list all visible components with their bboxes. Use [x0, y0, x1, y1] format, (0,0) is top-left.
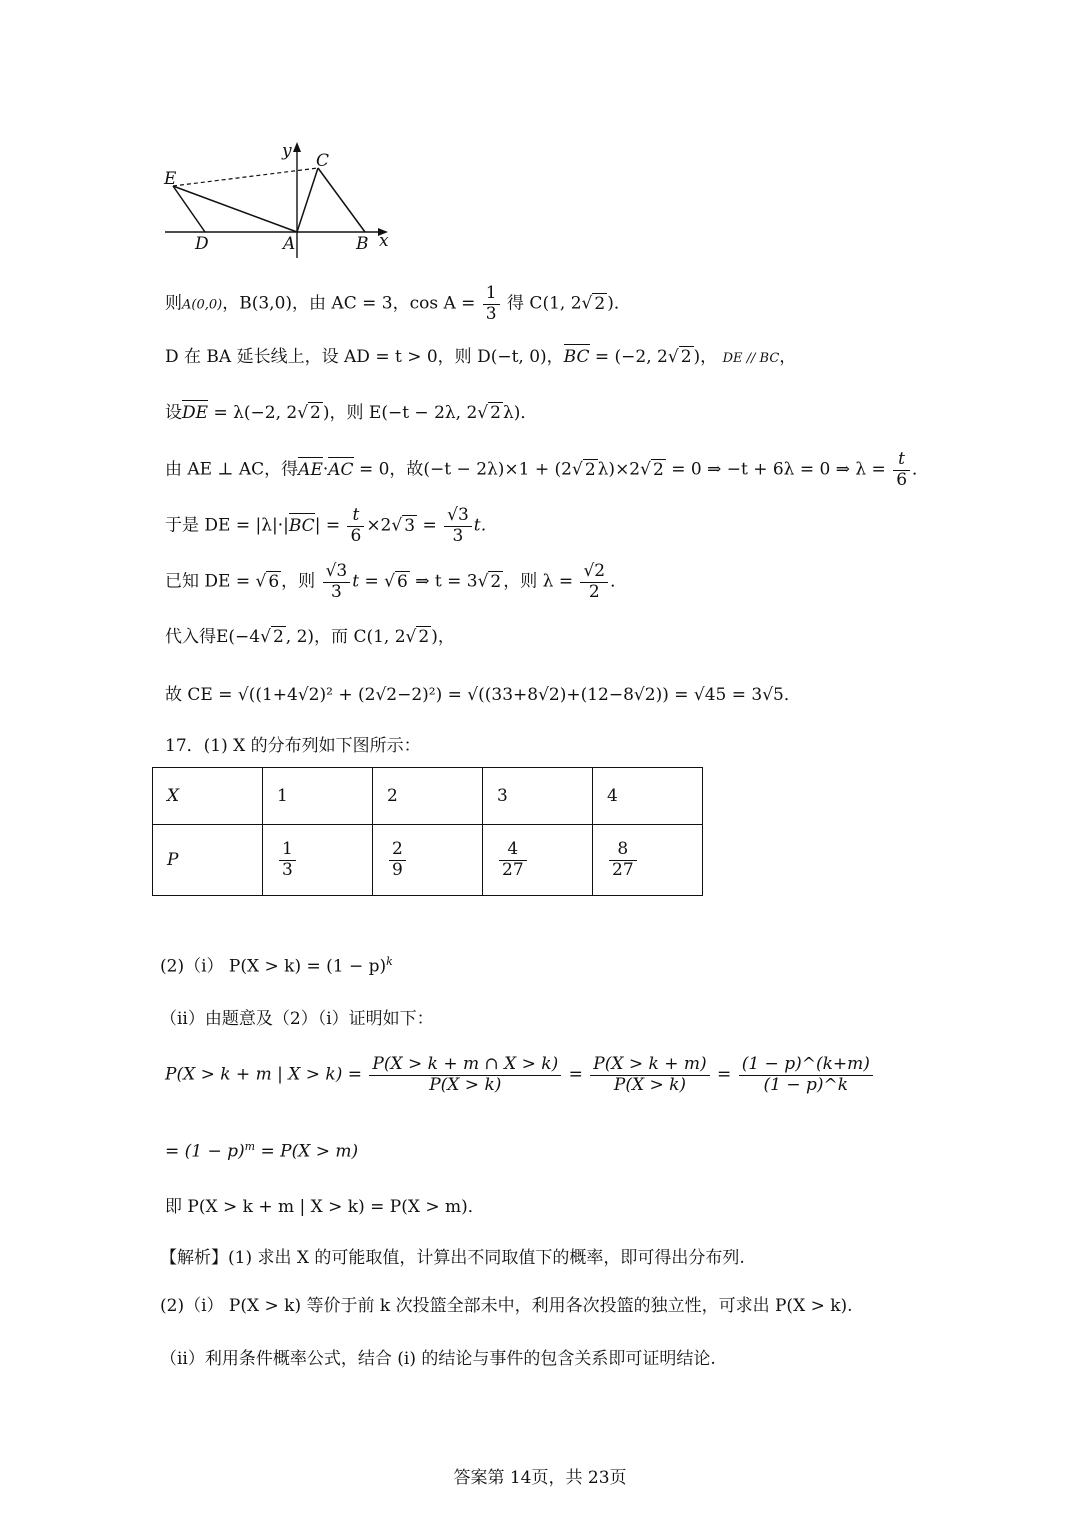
- label-x: x: [379, 231, 389, 251]
- table-cell: 3: [483, 768, 593, 825]
- label-a: A: [283, 234, 296, 254]
- table-cell: $\frac{8}{27}$: [593, 825, 703, 896]
- label-b: B: [356, 234, 369, 254]
- label-e: E: [164, 169, 177, 189]
- y-axis-arrow: [293, 142, 301, 152]
- line-2: D 在 BA 延长线上，设 AD = t > 0，则 D(−t, 0)，BC = (−2, 2√ 2 )， DE // BC，: [165, 347, 797, 367]
- segment-cb: [318, 168, 365, 232]
- line-11: （ii）由题意及（2）（i）证明如下：: [160, 1009, 434, 1029]
- table-row-x: [153, 768, 703, 825]
- geometry-diagram: [160, 140, 400, 260]
- table-header-p: P: [153, 825, 263, 896]
- table-cell: 4: [593, 768, 703, 825]
- segment-ea: [173, 186, 297, 232]
- line-12: P(X > k + m | X > k) = $\frac{P(X > k + m \cap X > k)}{P(X > k)}$ = $\frac{P(X > k + m)}{P(X > k)}$ = $\frac{(1 - p)\^{}(k+m)}{(1 - p)\^{}k}$: [165, 1055, 875, 1095]
- line-5: 于是 DE = |λ|·|BC| = $\frac{t}{6}$ ×2√ 3 = $\frac{√3}{3}$ t．: [165, 505, 498, 546]
- line-14: 即 P(X > k + m | X > k) = P(X > m)．: [165, 1197, 485, 1217]
- line-17: （ii）利用条件概率公式，结合 (i) 的结论与事件的包含关系即可证明结论.: [160, 1349, 716, 1369]
- line-9: 17．(1) X 的分布列如下图所示：: [165, 736, 421, 756]
- table-row-p: [153, 825, 703, 896]
- line-10: (2)（i） $P(X > k) = (1 - p)^k$: [160, 955, 393, 977]
- table-cell: 2: [373, 768, 483, 825]
- table-cell: $\frac{1}{3}$: [263, 825, 373, 896]
- segment-ed: [173, 186, 205, 232]
- label-d: D: [195, 234, 209, 254]
- line-6: 已知 DE = √ 6 ，则 $\frac{√3}{3}$ t = √ 6 ⇒ t = 3√ 2 ，则 λ = $\frac{√2}{2}$ ．: [165, 561, 628, 602]
- table-header-x: X: [153, 768, 263, 825]
- table-cell: $\frac{2}{9}$: [373, 825, 483, 896]
- line-8: 故 CE = √((1+4√2)² + (2√2−2)²) = √((33+8√2)+(12−8√2)) = √45 = 3√5．: [165, 685, 801, 705]
- segment-ec: [173, 168, 318, 186]
- line-7: 代入得E(−4√ 2 , 2)，而 C(1, 2√ 2 )，: [165, 627, 455, 647]
- label-c: C: [316, 151, 330, 171]
- line-4: 由 AE ⊥ AC，得AE·AC = 0，故(−t − 2λ)×1 + (2√ 2 λ)×2√ 2 = 0 ⇒ −t + 6λ = 0 ⇒ λ = $\frac{t}{6}$ ．: [165, 449, 930, 490]
- line-15: 【解析】(1) 求出 X 的可能取值，计算出不同取值下的概率，即可得出分布列.: [160, 1248, 745, 1268]
- line-13: = $(1 - p)^m = P(X > m)$: [165, 1140, 359, 1162]
- label-y: y: [282, 141, 292, 161]
- segment-ac: [297, 168, 318, 232]
- distribution-table: [152, 767, 703, 896]
- table-cell: $\frac{4}{27}$: [483, 825, 593, 896]
- line-3: 设DE = λ(−2, 2√ 2 )，则 E(−t − 2λ, 2√ 2 λ)．: [165, 403, 538, 423]
- line-1: 则A(0,0)，B(3,0)，由 AC = 3，cos A = $\frac{1}{3}$ 得 C(1, 2√ 2 )．: [165, 283, 631, 324]
- page-footer: 答案第 14页，共 23页: [453, 1468, 627, 1488]
- line-16: (2)（i） P(X > k) 等价于前 k 次投篮全部未中，利用各次投篮的独立性，可求出 P(X > k).: [160, 1296, 853, 1316]
- table-cell: 1: [263, 768, 373, 825]
